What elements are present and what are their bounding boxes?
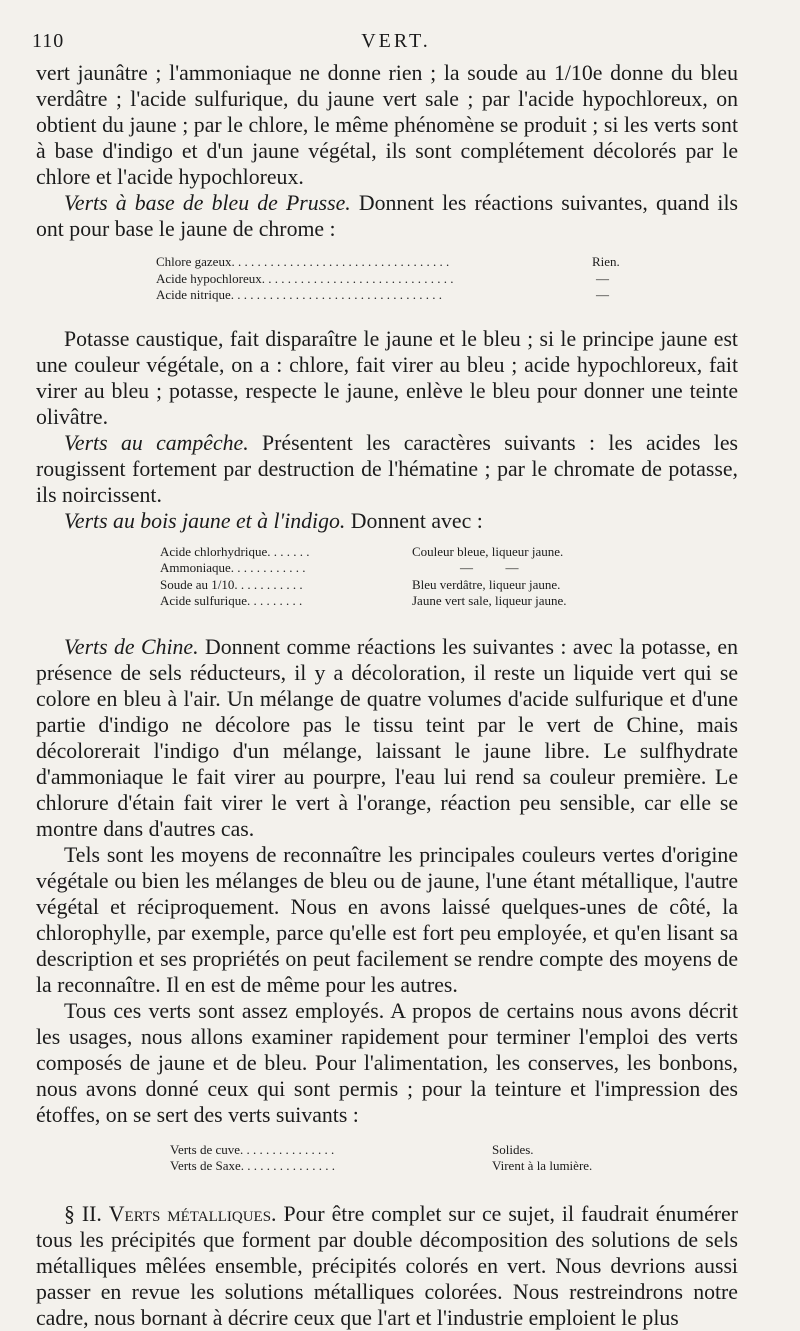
paragraph-summary: Tels sont les moyens de reconnaître les principales couleurs vertes d'origine végétale ou bien les mélanges de bleu ou de jaune, l'une étant métallique, l'autre végétal et réciproquement. Nous en avons laissé quelques-unes de côté, la chlorophylle, par exemple, parce qu'elle est fort peu employée, et qu'en lisant sa description et ses propriétés on peut facilement se rendre compte des moyens de la reconnaître. Il en est de même pour les autres. <box>36 842 738 997</box>
reagent-cell: Acide chlorhydrique <box>160 543 268 559</box>
paragraph-continuation: vert jaunâtre ; l'ammoniaque ne donne rien ; la soude au 1/10e donne du bleu verdâtre ; l'acide sulfurique, du jaune vert sale ; par l'acide hypochloreux, on obtient du jaune ; par le chlore, le même phénomène se produit ; si les verts sont à base d'indigo et d'un jaune végétal, ils sont complétement décolorés par le chlore et l'acide hypochloreux. <box>36 61 738 189</box>
reaction-table-prussian <box>156 254 620 304</box>
reagent-cell: Ammoniaque <box>160 560 231 575</box>
paragraph-verts-metalliques <box>36 1201 738 1331</box>
paragraph-text: Pour être complet sur ce sujet, il faudrait énumérer tous les précipités que forment par double décomposition des solutions de sels métalliques mêlées ensemble, précipités colorés en vert. Nous devrions aussi passer en revue les solutions métalliques colorées. Nous restreindrons notre cadre, nous bornant à décrire ceux que l'art et l'industrie emploient le plus <box>36 1201 738 1330</box>
paragraph-potash: Potasse caustique, fait disparaître le jaune et le bleu ; si le principe jaune est une couleur végétale, on a : chlore, fait virer au bleu ; acide hypochloreux, fait virer au bleu ; potasse, respecte le jaune, enlève le bleu pour donner une teinte olivâtre. <box>36 326 738 429</box>
result-cell: Couleur bleue, liqueur jaune. <box>412 543 564 559</box>
dot-leader: . . . . . . . . . . . . . . . . . . . . . . . . . . . . . . <box>261 270 454 286</box>
table-row <box>160 577 567 594</box>
page-number: 110 <box>32 30 65 52</box>
reagent-cell: Acide sulfurique <box>160 593 248 608</box>
dot-leader: . . . . . . . . . . . . . . . <box>240 1141 335 1157</box>
table-row <box>160 593 567 610</box>
paragraph-usages: Tous ces verts sont assez employés. A propos de certains nous avons décrit les usages, nous allons examiner rapidement pour terminer l'emploi des verts composés de jaune et de bleu. Pour l'alimentation, les conserves, les bonbons, nous avons donné ceux qui sont permis ; pour la teinture et l'impression des étoffes, on se sert des verts suivants : <box>36 998 738 1127</box>
section-heading: Verts métalliques. <box>108 1201 277 1226</box>
paragraph-bois-jaune <box>36 508 738 534</box>
result-cell: Bleu verdâtre, liqueur jaune. <box>412 576 561 592</box>
table-row <box>170 1142 592 1159</box>
page-body <box>36 60 738 1331</box>
dot-leader: . . . . . . . . . . . . . . . <box>240 1158 336 1173</box>
paragraph-prussian-blue <box>36 190 738 242</box>
dot-leader: . . . . . . . . . . . . <box>230 560 306 575</box>
section-heading: Verts à base de bleu de Prusse. <box>64 191 351 215</box>
section-heading: Verts de Chine. <box>64 634 199 659</box>
green-name-cell: Verts de Saxe <box>170 1158 241 1173</box>
reagent-cell: Acide hypochloreux <box>156 270 262 286</box>
property-cell: Solides. <box>492 1141 534 1157</box>
result-cell: Jaune vert sale, liqueur jaune. <box>412 593 567 608</box>
page-header <box>32 30 760 60</box>
dot-leader: . . . . . . . . . . . <box>234 576 303 592</box>
paragraph-campeche <box>36 430 738 508</box>
table-row <box>170 1158 592 1175</box>
paragraph-text: Présentent les caractères suivants : les acides les rougissent fortement par destruction de l'hématine ; par le chromate de potasse, ils noircissent. <box>36 430 739 507</box>
result-cell: — <box>596 287 609 302</box>
section-mark: § II. <box>64 1201 102 1226</box>
table-row <box>156 254 620 271</box>
reaction-table-bois-jaune <box>160 544 567 610</box>
section-heading: Verts au bois jaune et à l'indigo. <box>64 508 346 533</box>
dot-leader: . . . . . . . . . . . . . . . . . . . . . . . . . . . . . . . . . <box>230 287 442 302</box>
green-usage-table <box>170 1142 592 1175</box>
dot-leader: . . . . . . . <box>267 543 310 559</box>
table-row <box>160 560 567 577</box>
dot-leader: . . . . . . . . . . . . . . . . . . . . . . . . . . . . . . . . . . <box>231 254 450 269</box>
property-cell: Virent à la lumière. <box>492 1158 593 1173</box>
paragraph-text: Donnent comme réactions les suivantes : avec la potasse, en présence de sels réducteurs, il y a décoloration, il reste un liquide vert qui se colore en bleu à l'air. Un mélange de quatre volumes d'acide sulfurique et d'une partie d'indigo ne décolore pas le tissu teint par le vert de Chine, mais décolorerait l'indigo d'un mélange, laissant le jaune libre. Le sulfhydrate d'ammoniaque le fait virer au pourpre, l'eau lui rend sa couleur première. Le chlorure d'étain fait virer le vert à l'orange, réaction peu sensible, car elle se montre dans d'autres cas. <box>36 634 738 841</box>
paragraph-text: Donnent avec : <box>345 508 483 533</box>
result-cell: — <box>596 270 609 286</box>
reagent-cell: Chlore gazeux <box>156 254 232 269</box>
result-cell: — — <box>460 560 519 575</box>
running-title: VERT. <box>361 30 431 52</box>
section-heading: Verts au campêche. <box>64 430 249 455</box>
dot-leader: . . . . . . . . . <box>247 593 303 608</box>
paragraph-vert-de-chine <box>36 634 738 842</box>
reagent-cell: Acide nitrique <box>156 287 231 302</box>
green-name-cell: Verts de cuve <box>170 1141 241 1157</box>
table-row <box>156 287 620 304</box>
result-cell: Rien. <box>592 254 620 269</box>
table-row <box>160 544 567 561</box>
reagent-cell: Soude au 1/10 <box>160 576 235 592</box>
table-row <box>156 271 620 288</box>
paragraph-text: Donnent les réactions suivantes, quand ils ont pour base le jaune de chrome : <box>36 191 738 241</box>
